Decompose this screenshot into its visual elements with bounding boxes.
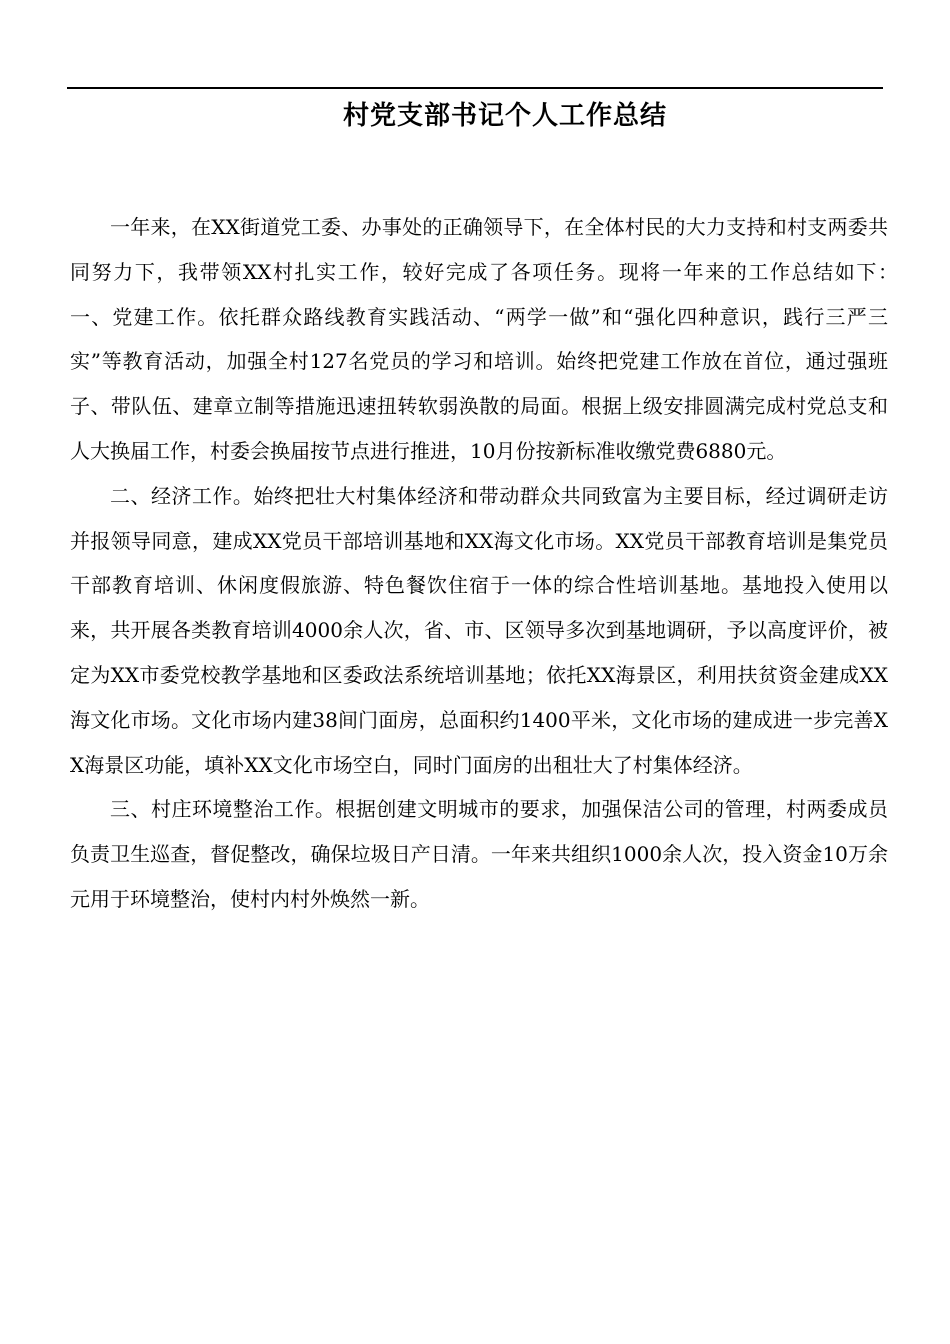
header-rule [67, 87, 883, 89]
paragraph-economic-work: 二、经济工作。始终把壮大村集体经济和带动群众共同致富为主要目标，经过调研走访并报领导同意，建成XX党员干部培训基地和XX海文化市场。XX党员干部教育培训是集党员干部教育培训、休闲度假旅游、特色餐饮住宿于一体的综合性培训基地。基地投入使用以来，共开展各类教育培训4000余人次，省、市、区领导多次到基地调研，予以高度评价，被定为XX市委党校教学基地和区委政法系统培训基地；依托XX海景区，利用扶贫资金建成XX海文化市场。文化市场内建38间门面房，总面积约1400平米，文化市场的建成进一步完善XX海景区功能，填补XX文化市场空白，同时门面房的出租壮大了村集体经济。 [70, 483, 888, 777]
document-body [70, 205, 948, 922]
document-title: 村党支部书记个人工作总结 [342, 101, 667, 131]
paragraph-party-building: 一年来，在XX街道党工委、办事处的正确领导下，在全体村民的大力支持和村支两委共同努力下，我带领XX村扎实工作，较好完成了各项任务。现将一年来的工作总结如下： 一、党建工作。依托群众路线教育实践活动、“两学一做”和“强化四种意识，践行三严三实”等教育活动，加强全村127名党员的学习和培训。始终把党建工作放在首位，通过强班子、带队伍、建章立制等措施迅速扭转软弱涣散的局面。根据上级安排圆满完成村党总支和人大换届工作，村委会换届按节点进行推进，10月份按新标准收缴党费6880元。 [70, 215, 948, 463]
paragraph-environment-work: 三、村庄环境整治工作。根据创建文明城市的要求，加强保洁公司的管理，村两委成员负责卫生巡查，督促整改，确保垃圾日产日清。一年来共组织1000余人次，投入资金10万余元用于环境整治，使村内村外焕然一新。 [70, 797, 888, 911]
